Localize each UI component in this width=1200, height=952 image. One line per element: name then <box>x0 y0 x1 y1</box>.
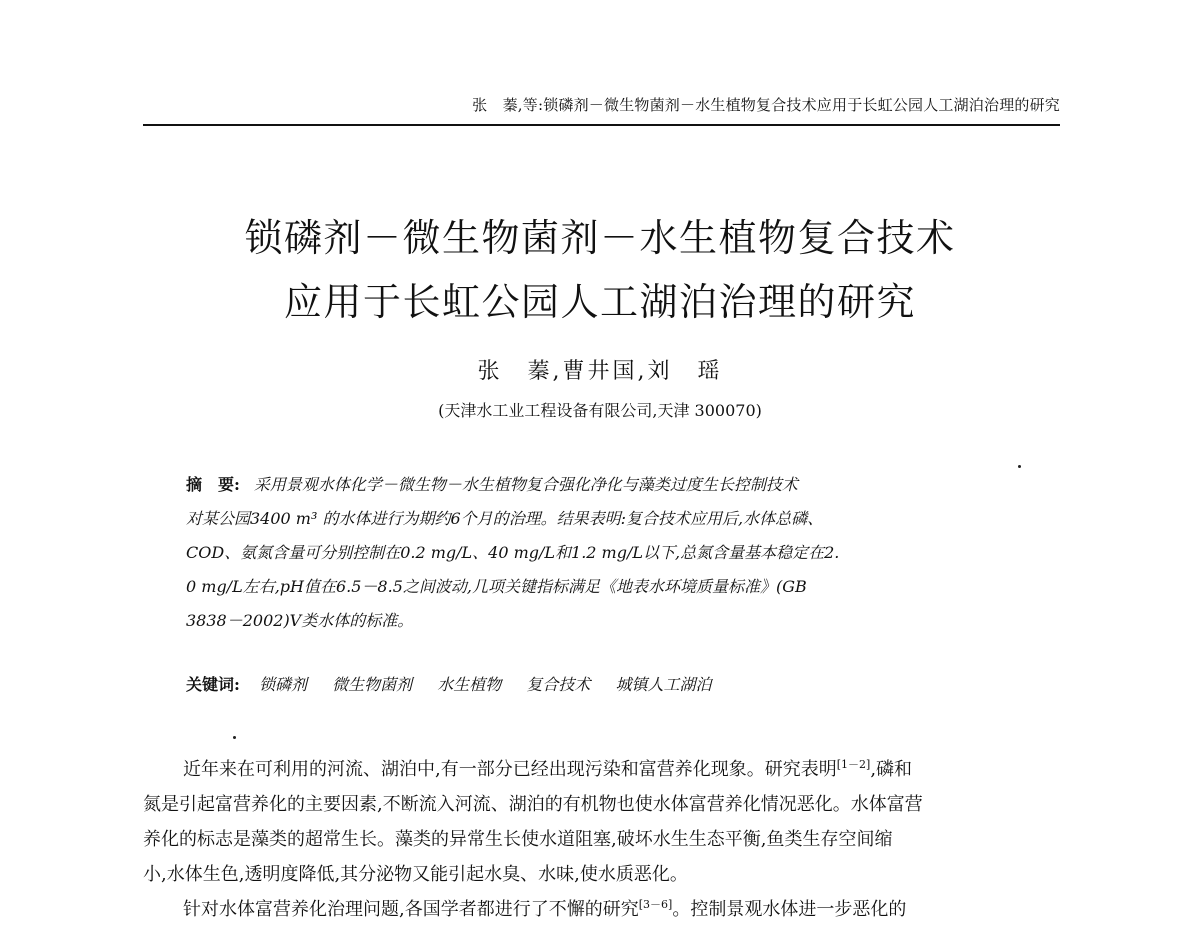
affiliation: (天津水工业工程设备有限公司,天津 300070) <box>438 401 762 420</box>
keyword-item: 微生物菌剂 <box>332 675 413 694</box>
title-line-1: 锁磷剂－微生物菌剂－水生植物复合技术 <box>244 216 956 260</box>
keyword-item: 城镇人工湖泊 <box>615 675 712 694</box>
running-head: 张 蓁,等:锁磷剂－微生物菌剂－水生植物复合技术应用于长虹公园人工湖泊治理的研究 <box>472 96 1060 114</box>
scan-speck <box>1018 465 1021 468</box>
authors: 张 蓁,曹井国,刘 瑶 <box>477 359 723 384</box>
abstract-line-3: COD、氨氮含量可分别控制在0.2 mg/L、40 mg/L和1.2 mg/L以下,总氮含量基本稳定在2. <box>186 543 840 562</box>
body-text-span: 。控制景观水体进一步恶化的 <box>672 899 907 920</box>
body-text-span: 近年来在可利用的河流、湖泊中,有一部分已经出现污染和富营养化现象。研究表明 <box>183 759 837 780</box>
title-line-2: 应用于长虹公园人工湖泊治理的研究 <box>283 280 916 324</box>
body-text-span: 针对水体富营养化治理问题,各国学者都进行了不懈的研究 <box>183 899 639 920</box>
citation-ref: [1－2] <box>836 758 871 771</box>
body-p2-line-1 <box>143 892 1063 927</box>
abstract-line-1 <box>186 468 1018 502</box>
body-p1-line-1 <box>143 752 1063 787</box>
keyword-item: 锁磷剂 <box>259 675 308 694</box>
abstract-label: 摘 要: <box>186 475 240 494</box>
body-p1-line-2: 氮是引起富营养化的主要因素,不断流入河流、湖泊的有机物也使水体富营养化情况恶化。水体富营 <box>143 794 923 815</box>
keywords <box>186 672 731 695</box>
scan-speck <box>233 736 236 739</box>
body-text-span: ,磷和 <box>870 759 913 780</box>
keyword-item: 水生植物 <box>437 675 502 694</box>
body-text <box>143 752 1063 927</box>
abstract-line-2: 对某公园3400 m³ 的水体进行为期约6个月的治理。结果表明:复合技术应用后,水体总磷、 <box>186 509 824 528</box>
abstract-text-1: 采用景观水体化学－微生物－水生植物复合强化净化与藻类过度生长控制技术 <box>253 475 798 494</box>
abstract <box>186 468 1018 638</box>
keyword-item: 复合技术 <box>526 675 591 694</box>
abstract-line-5: 3838－2002)V类水体的标准。 <box>186 611 414 630</box>
header-rule <box>143 124 1060 126</box>
body-p1-line-4: 小,水体生色,透明度降低,其分泌物又能引起水臭、水味,使水质恶化。 <box>143 864 688 885</box>
keywords-label: 关键词: <box>186 675 240 694</box>
citation-ref: [3－6] <box>638 898 673 911</box>
abstract-line-4: 0 mg/L左右,pH值在6.5－8.5之间波动,几项关键指标满足《地表水环境质量标准》(GB <box>186 577 807 596</box>
body-p1-line-3: 养化的标志是藻类的超常生长。藻类的异常生长使水道阻塞,破坏水生生态平衡,鱼类生存空间缩 <box>143 829 893 850</box>
